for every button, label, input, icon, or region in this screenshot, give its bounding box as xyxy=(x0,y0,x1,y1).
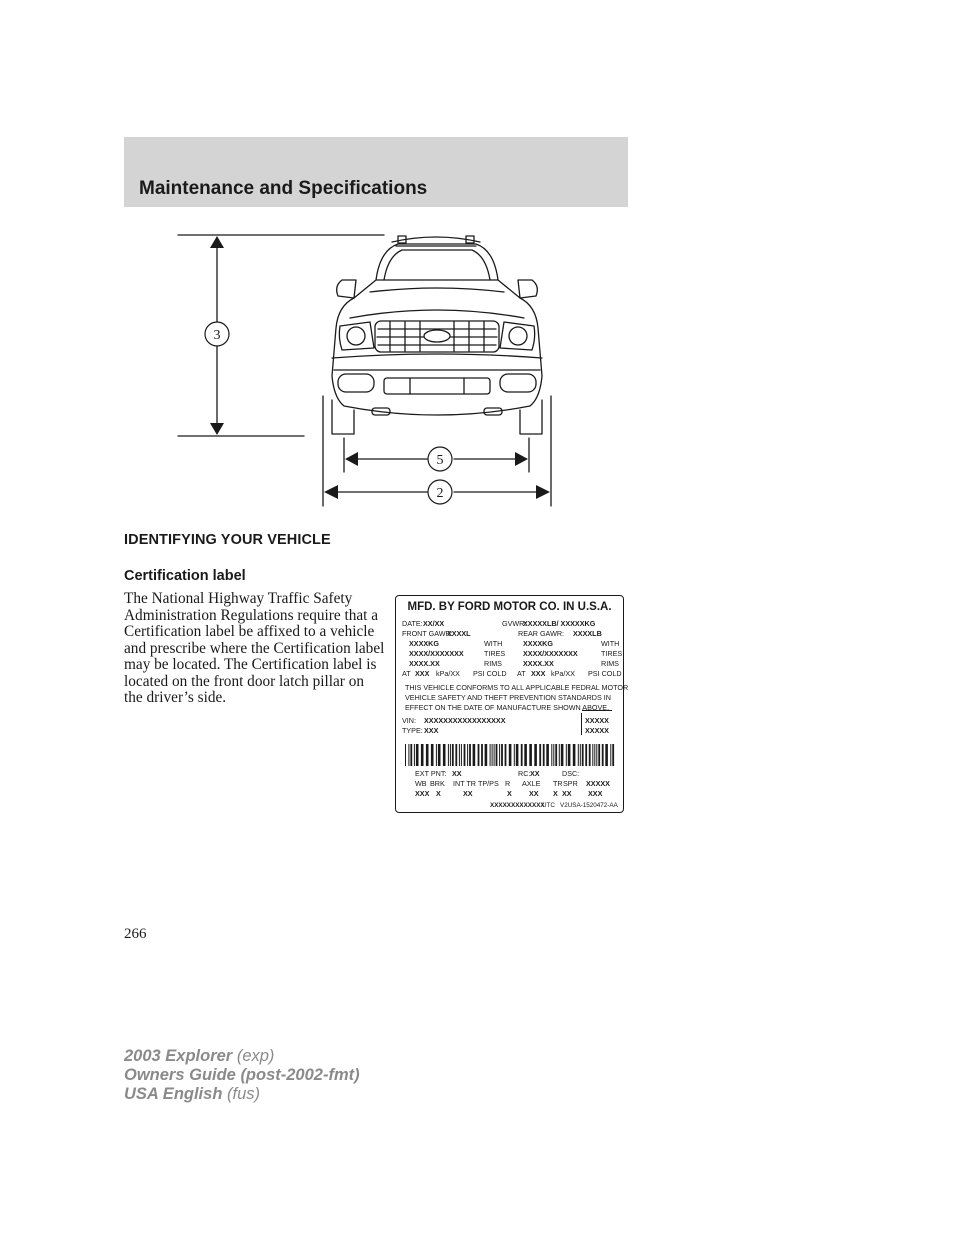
r-label: R xyxy=(505,779,511,788)
part-number: V2USA-1520472-AA xyxy=(560,802,618,809)
vin-value: XXXXXXXXXXXXXXXXX xyxy=(424,716,506,725)
rc-value: XX xyxy=(530,769,540,778)
barcode-bar xyxy=(612,744,614,766)
gvwr-value: XXXXXLB/ XXXXXKG xyxy=(523,619,596,628)
barcode-bar xyxy=(580,744,581,766)
wb-value: XXX xyxy=(415,789,430,798)
vin-label: VIN: xyxy=(402,716,416,725)
footer-language: USA English xyxy=(124,1085,223,1103)
footer-line-2 xyxy=(124,1066,360,1085)
barcode-bar xyxy=(455,744,457,766)
barcode-bar xyxy=(592,744,593,766)
barcode-bar xyxy=(494,744,495,766)
barcode-bar xyxy=(448,744,449,766)
barcode-bar xyxy=(605,744,608,766)
barcode-bar xyxy=(469,744,471,766)
barcode-bar xyxy=(524,744,527,766)
barcode-bar xyxy=(490,744,491,766)
barcode-bar xyxy=(492,744,493,766)
vehicle-dimensions-diagram xyxy=(170,228,570,518)
barcode-bar xyxy=(543,744,545,766)
serial-number: XXXXXXXXXXXXX xyxy=(490,802,545,809)
barcode-bar xyxy=(481,744,483,766)
tr-value: X xyxy=(553,789,558,798)
barcode-bar xyxy=(551,744,552,766)
box-value-2: XXXXX xyxy=(585,726,609,735)
rear-gawr-label: REAR GAWR: xyxy=(518,629,565,638)
front-with: WITH xyxy=(484,639,503,648)
barcode-bar xyxy=(610,744,611,766)
barcode-bar xyxy=(499,744,500,766)
barcode-bar xyxy=(485,744,488,766)
barcode-bar xyxy=(559,744,560,766)
tp-ps-label: TP/PS xyxy=(478,779,499,788)
rear-psi-cold: PSI COLD xyxy=(588,669,622,678)
front-psi-cold: PSI COLD xyxy=(473,669,507,678)
barcode-bar xyxy=(438,744,441,766)
sub-heading: Certification label xyxy=(124,568,246,584)
vin-barcode xyxy=(405,744,615,766)
brk-value: X xyxy=(436,789,441,798)
rear-with: WITH xyxy=(601,639,620,648)
spr-value: XX xyxy=(562,789,572,798)
footer-model: 2003 Explorer xyxy=(124,1047,233,1065)
callout-track: 5 xyxy=(436,453,444,468)
barcode-bar xyxy=(521,744,523,766)
barcode-bar xyxy=(408,744,409,766)
barcode-bar xyxy=(431,744,434,766)
footer-line-3 xyxy=(124,1085,360,1104)
front-kg-value: XXXXKG xyxy=(409,639,439,648)
rear-kpa: kPa/XX xyxy=(551,669,575,678)
label-title: MFD. BY FORD MOTOR CO. IN U.S.A. xyxy=(407,601,612,613)
barcode-bar xyxy=(452,744,454,766)
barcode-bar xyxy=(496,744,498,766)
barcode-bar xyxy=(529,744,532,766)
footer-guide: Owners Guide (post-2002-fmt) xyxy=(124,1066,360,1084)
rear-at: AT xyxy=(517,669,526,678)
barcode-bar xyxy=(473,744,476,766)
section-heading: IDENTIFYING YOUR VEHICLE xyxy=(124,532,331,548)
barcode-bar xyxy=(443,744,446,766)
barcode-bar xyxy=(405,744,406,766)
rear-kg-value: XXXXKG xyxy=(523,639,553,648)
barcode-bar xyxy=(578,744,579,766)
barcode-bar xyxy=(594,744,595,766)
callout-width: 2 xyxy=(436,486,444,501)
conformity-line-1: THIS VEHICLE CONFORMS TO ALL APPLICABLE FEDRAL MOTOR xyxy=(405,683,629,692)
callout-height: 3 xyxy=(213,328,221,343)
rear-tire-value: XXXX/XXXXXXX xyxy=(523,649,578,658)
spr-label: SPR xyxy=(563,779,578,788)
barcode-bar xyxy=(534,744,537,766)
document-footer xyxy=(124,1047,360,1104)
footer-model-code: (exp) xyxy=(236,1047,275,1065)
rear-psi-value: XXX xyxy=(531,669,546,678)
barcode-bar xyxy=(416,744,419,766)
type-label: TYPE: xyxy=(402,726,423,735)
type-value: XXX xyxy=(424,726,439,735)
barcode-bar xyxy=(467,744,468,766)
rear-rim-value: XXXX.XX xyxy=(523,659,554,668)
page-number: 266 xyxy=(124,926,147,942)
front-gawr-value: XXXXL xyxy=(447,629,471,638)
barcode-bar xyxy=(459,744,460,766)
rear-rims: RIMS xyxy=(601,659,619,668)
barcode-bar xyxy=(546,744,549,766)
barcode-bar xyxy=(450,744,451,766)
dsc-label: DSC: xyxy=(562,769,580,778)
barcode-bar xyxy=(596,744,597,766)
barcode-bar xyxy=(421,744,424,766)
barcode-bar xyxy=(509,744,512,766)
barcode-bar xyxy=(582,744,584,766)
barcode-bar xyxy=(478,744,480,766)
barcode-bar xyxy=(436,744,437,766)
front-tire-value: XXXX/XXXXXXX xyxy=(409,649,464,658)
barcode-bar xyxy=(568,744,571,766)
last-value: XXX xyxy=(588,789,603,798)
section-title: Maintenance and Specifications xyxy=(139,178,428,199)
barcode-bar xyxy=(461,744,462,766)
barcode-bar xyxy=(505,744,507,766)
int-tr-value: XX xyxy=(463,789,473,798)
rc-label: RC: xyxy=(518,769,531,778)
brk-label: BRK xyxy=(430,779,445,788)
int-tr-label: INT TR xyxy=(453,779,476,788)
rear-tires: TIRES xyxy=(601,649,623,658)
gvwr-label: GVWR: xyxy=(502,619,527,628)
front-gawr-label: FRONT GAWR: xyxy=(402,629,453,638)
certification-label xyxy=(395,595,629,813)
front-rims: RIMS xyxy=(484,659,502,668)
date-value: XX/XX xyxy=(423,619,445,628)
tr-label: TR xyxy=(553,779,563,788)
axle-value: XX xyxy=(529,789,539,798)
conformity-line-2: VEHICLE SAFETY AND THEFT PREVENTION STANDARDS IN xyxy=(405,693,611,702)
front-tires: TIRES xyxy=(484,649,506,658)
barcode-bar xyxy=(566,744,567,766)
barcode-bar xyxy=(573,744,576,766)
wb-label: WB xyxy=(415,779,427,788)
barcode-bar xyxy=(553,744,554,766)
barcode-bar xyxy=(589,744,591,766)
box-value-1: XXXXX xyxy=(585,716,609,725)
rear-gawr-value: XXXXLB xyxy=(573,629,602,638)
front-at: AT xyxy=(402,669,411,678)
barcode-bar xyxy=(585,744,587,766)
barcode-bar xyxy=(414,744,415,766)
body-paragraph: The National Highway Traffic Safety Administration Regulations require that a Certification label be affixed to a vehicle and prescribe where the Certification label may be located. The Certification label is located on the front door latch pillar on the driver’s side. xyxy=(124,590,385,706)
axle-label: AXLE xyxy=(522,779,541,788)
utc-label: UTC xyxy=(542,802,555,809)
conformity-line-3: EFFECT ON THE DATE OF MANUFACTURE SHOWN ABOVE. xyxy=(405,703,610,712)
barcode-bar xyxy=(501,744,503,766)
footer-language-code: (fus) xyxy=(227,1085,260,1103)
barcode-bar xyxy=(514,744,515,766)
ext-pnt-value: XX xyxy=(452,769,462,778)
barcode-bar xyxy=(410,744,412,766)
barcode-bar xyxy=(555,744,557,766)
barcode-bar xyxy=(539,744,541,766)
date-label: DATE: xyxy=(402,619,423,628)
front-rim-value: XXXX.XX xyxy=(409,659,440,668)
barcode-bar xyxy=(464,744,466,766)
front-psi-value: XXX xyxy=(415,669,430,678)
front-kpa: kPa/XX xyxy=(436,669,460,678)
ext-pnt-label: EXT PNT: xyxy=(415,769,447,778)
barcode-bar xyxy=(561,744,564,766)
barcode-bar xyxy=(598,744,600,766)
barcode-bar xyxy=(602,744,604,766)
spr-extra-value: XXXXX xyxy=(586,779,610,788)
r-value: X xyxy=(507,789,512,798)
barcode-bar xyxy=(426,744,429,766)
barcode-bar xyxy=(516,744,519,766)
footer-line-1 xyxy=(124,1047,360,1066)
section-header-band xyxy=(124,137,628,207)
